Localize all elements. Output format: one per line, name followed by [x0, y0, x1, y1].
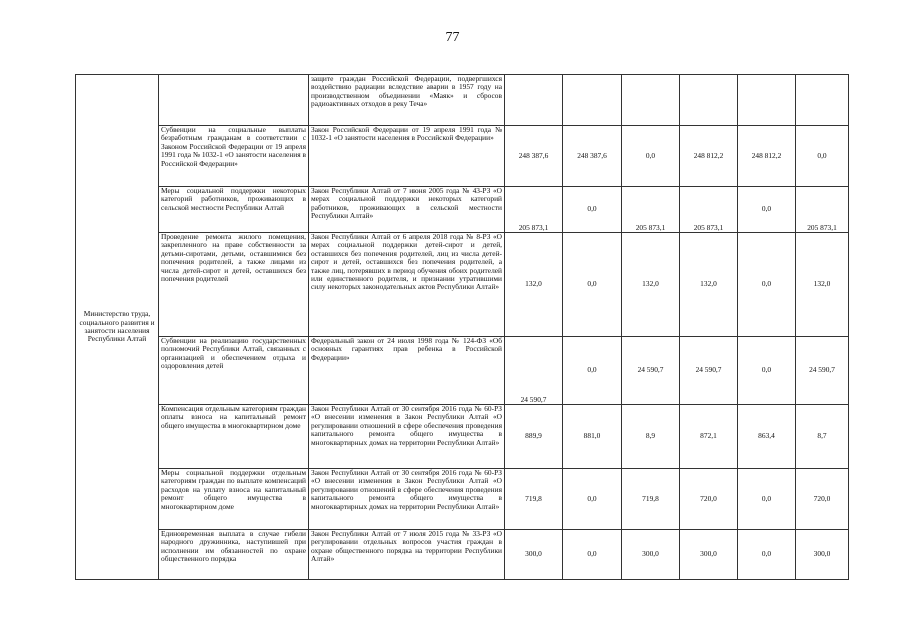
- value-cell: 720,0: [796, 469, 849, 530]
- measure-name-cell: Компенсация отдельным категориям граждан оплаты взноса на капитальный ремонт общего имущества в многоквартирном доме: [159, 405, 309, 469]
- value-cell: 300,0: [622, 530, 680, 580]
- legal-basis-cell: Закон Республики Алтай от 6 апреля 2018 года № 8-РЗ «О мерах социальной поддержки детей-сирот и детей, оставшихся без попечения родителей, лиц из числа детей-сирот и детей, оставшихся без попечения родителей, а также лиц, потерявших в период обучения обоих родителей или единственного родителя, и признании утратившими силу некоторых законодательных актов Республики Алтай»: [309, 233, 505, 337]
- legal-basis-cell: Закон Республики Алтай от 30 сентября 2016 года № 60-РЗ «О внесении изменения в Закон Республики Алтай «О регулировании отношений в сфере обеспечения проведения капитального ремонта общего имущества в многоквартирных домах на территории Республики Алтай»: [309, 405, 505, 469]
- value-cell: 132,0: [505, 233, 563, 337]
- legal-basis-cell: Закон Республики Алтай от 7 июня 2005 года № 43-РЗ «О мерах социальной поддержки некоторых категорий работников, проживающих в сельской местности Республики Алтай»: [309, 187, 505, 233]
- value-cell: 0,0: [738, 233, 796, 337]
- value-cell: 0,0: [563, 337, 622, 405]
- value-cell: 719,8: [505, 469, 563, 530]
- measure-name-cell: Единовременная выплата в случае гибели народного дружинника, наступившей при исполнении им обязанностей по охране общественного порядка: [159, 530, 309, 580]
- measure-name-cell: Меры социальной поддержки некоторых категорий работников, проживающих в сельской местности Республики Алтай: [159, 187, 309, 233]
- value-cell: 248 387,6: [563, 126, 622, 187]
- measure-name-cell: [159, 75, 309, 126]
- value-cell: 720,0: [680, 469, 738, 530]
- value-cell: 205 873,1: [680, 187, 738, 233]
- page-number: 77: [445, 30, 460, 45]
- value-cell: 132,0: [622, 233, 680, 337]
- value-cell: 719,8: [622, 469, 680, 530]
- value-cell: 132,0: [680, 233, 738, 337]
- value-cell: 300,0: [505, 530, 563, 580]
- legal-basis-cell: защите граждан Российской Федерации, подвергшихся воздействию радиации вследствие аварии в 1957 году на производственном объединении «Маяк» и сбросов радиоактивных отходов в реку Теча»: [309, 75, 505, 126]
- measure-name-cell: Меры социальной поддержки отдельным категориям граждан по выплате компенсаций расходов на уплату взноса на капитальный ремонт общего имущества в многоквартирном доме: [159, 469, 309, 530]
- value-cell: 889,9: [505, 405, 563, 469]
- value-cell: 0,0: [796, 126, 849, 187]
- table-row: [76, 337, 849, 405]
- ministry-cell: Министерство труда, социального развития и занятости населения Республики Алтай: [76, 75, 159, 580]
- value-cell: 881,0: [563, 405, 622, 469]
- table-row: [76, 469, 849, 530]
- table-row: [76, 405, 849, 469]
- value-cell: [796, 75, 849, 126]
- legal-basis-cell: Закон Республики Алтай от 7 июля 2015 года № 33-РЗ «О регулировании отдельных вопросов участия граждан в охране общественного порядка на территории Республики Алтай»: [309, 530, 505, 580]
- legal-basis-cell: Федеральный закон от 24 июля 1998 года № 124-ФЗ «Об основных гарантиях прав ребенка в Российской Федерации»: [309, 337, 505, 405]
- value-cell: 0,0: [622, 126, 680, 187]
- value-cell: 205 873,1: [622, 187, 680, 233]
- value-cell: 300,0: [680, 530, 738, 580]
- value-cell: 0,0: [563, 469, 622, 530]
- value-cell: 0,0: [563, 233, 622, 337]
- measure-name-cell: Проведение ремонта жилого помещения, закрепленного на праве собственности за детьми-сиротами, детьми, оставшимися без попечения родителей, а также лицами из числа детей-сирот и детей, оставшихся без попечения родителей: [159, 233, 309, 337]
- value-cell: 300,0: [796, 530, 849, 580]
- table-row: [76, 187, 849, 233]
- value-cell: 24 590,7: [796, 337, 849, 405]
- table-row: [76, 75, 849, 126]
- value-cell: 0,0: [738, 469, 796, 530]
- value-cell: 8,9: [622, 405, 680, 469]
- value-cell: 24 590,7: [505, 337, 563, 405]
- legal-basis-cell: Закон Российской Федерации от 19 апреля 1991 года № 1032-1 «О занятости населения в Российской Федерации»: [309, 126, 505, 187]
- value-cell: 8,7: [796, 405, 849, 469]
- table-row: [76, 126, 849, 187]
- value-cell: 248 812,2: [738, 126, 796, 187]
- table-row: [76, 530, 849, 580]
- value-cell: [505, 75, 563, 126]
- table-row: [76, 233, 849, 337]
- legal-basis-cell: Закон Республики Алтай от 30 сентября 2016 года № 60-РЗ «О внесении изменения в Закон Республики Алтай «О регулировании отношений в сфере обеспечения проведения капитального ремонта общего имущества в многоквартирных домах на территории Республики Алтай»: [309, 469, 505, 530]
- value-cell: 132,0: [796, 233, 849, 337]
- measure-name-cell: Субвенции на социальные выплаты безработным гражданам в соответствии с Законом Российской Федерации от 19 апреля 1991 года № 1032-1 «О занятости населения в Российской Федерации»: [159, 126, 309, 187]
- value-cell: [680, 75, 738, 126]
- value-cell: 0,0: [738, 187, 796, 233]
- value-cell: 863,4: [738, 405, 796, 469]
- value-cell: [563, 75, 622, 126]
- value-cell: [738, 75, 796, 126]
- value-cell: 248 812,2: [680, 126, 738, 187]
- value-cell: 0,0: [738, 530, 796, 580]
- value-cell: 0,0: [563, 530, 622, 580]
- value-cell: 24 590,7: [622, 337, 680, 405]
- measure-name-cell: Субвенции на реализацию государственных полномочий Республики Алтай, связанных с организацией и обеспечением отдыха и оздоровления детей: [159, 337, 309, 405]
- value-cell: 0,0: [738, 337, 796, 405]
- value-cell: 0,0: [563, 187, 622, 233]
- value-cell: 24 590,7: [680, 337, 738, 405]
- value-cell: 205 873,1: [796, 187, 849, 233]
- value-cell: 205 873,1: [505, 187, 563, 233]
- value-cell: 248 387,6: [505, 126, 563, 187]
- budget-table: [75, 74, 849, 580]
- value-cell: 872,1: [680, 405, 738, 469]
- value-cell: [622, 75, 680, 126]
